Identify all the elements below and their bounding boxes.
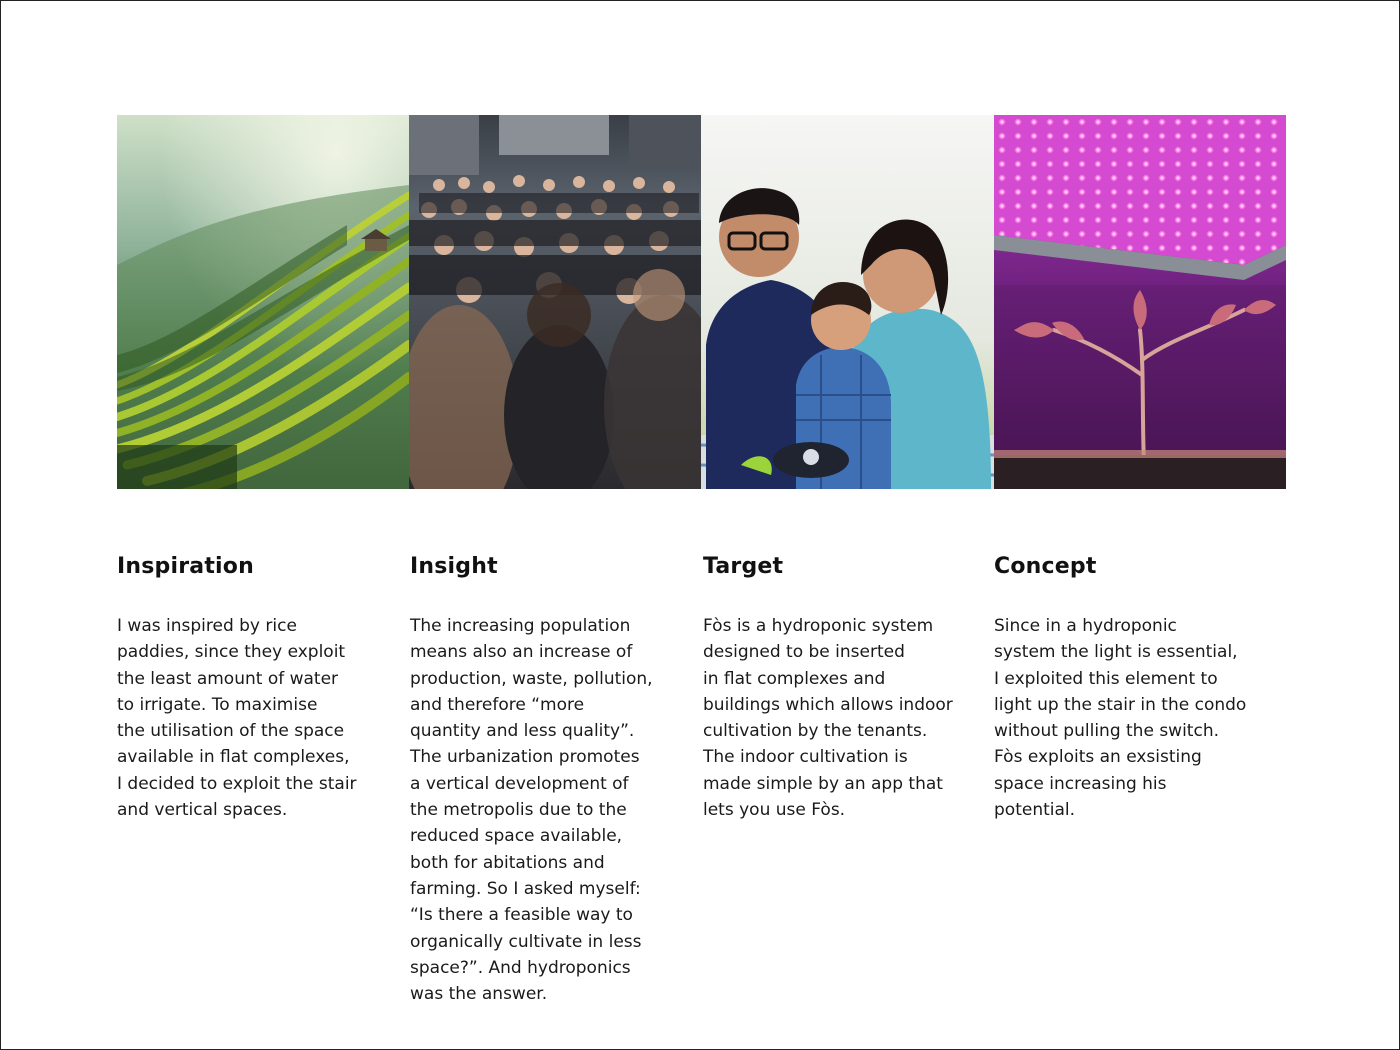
section-body xyxy=(703,613,978,823)
text-line: production, waste, pollution, xyxy=(410,668,653,689)
text-line: Fòs exploits an exsisting xyxy=(994,747,1202,768)
text-line: system the light is essential, xyxy=(994,642,1238,663)
city-crowd-photo xyxy=(409,115,701,489)
section-title: Concept xyxy=(994,554,1097,579)
text-line: I exploited this element to xyxy=(994,668,1218,689)
section-title: Target xyxy=(703,554,784,579)
text-line: means also an increase of xyxy=(410,642,633,663)
text-line: and therefore “more xyxy=(410,694,585,715)
text-line: the utilisation of the space xyxy=(117,721,345,742)
text-line: quantity and less quality”. xyxy=(410,721,635,742)
text-line: reduced space available, xyxy=(410,826,623,847)
section-body xyxy=(117,613,392,823)
text-line: organically cultivate in less xyxy=(410,931,642,952)
section-concept xyxy=(994,551,1269,823)
rice-terraces-photo xyxy=(117,115,409,489)
text-line: Fòs is a hydroponic system xyxy=(703,616,934,636)
section-body xyxy=(994,613,1269,823)
text-line: The increasing population xyxy=(410,616,631,636)
text-line: space increasing his xyxy=(994,773,1167,794)
text-line: farming. So I asked myself: xyxy=(410,878,641,899)
text-line: Since in a hydroponic xyxy=(994,616,1177,636)
text-line: to irrigate. To maximise xyxy=(117,694,318,715)
text-line: the least amount of water xyxy=(117,668,339,689)
text-line: The indoor cultivation is xyxy=(703,747,908,768)
text-line: light up the stair in the condo xyxy=(994,694,1247,715)
section-inspiration xyxy=(117,551,392,823)
section-title: Insight xyxy=(410,554,498,579)
text-line: potential. xyxy=(994,800,1076,821)
text-line: designed to be inserted xyxy=(703,642,905,663)
text-line: the metropolis due to the xyxy=(410,800,627,821)
text-line: lets you use Fòs. xyxy=(703,800,846,821)
text-line: The urbanization promotes xyxy=(410,747,640,768)
family-photo xyxy=(701,115,994,489)
text-line: cultivation by the tenants. xyxy=(703,721,928,742)
section-body xyxy=(410,613,685,1007)
text-line: available in flat complexes, xyxy=(117,747,350,768)
text-line: both for abitations and xyxy=(410,852,605,873)
text-line: buildings which allows indoor xyxy=(703,694,953,715)
section-target xyxy=(703,551,978,823)
text-line: was the answer. xyxy=(410,984,548,1005)
text-line: made simple by an app that xyxy=(703,773,943,794)
text-line: without pulling the switch. xyxy=(994,721,1219,742)
text-line: a vertical development of xyxy=(410,773,629,794)
section-insight xyxy=(410,551,685,1007)
text-line: space?”. And hydroponics xyxy=(410,957,631,978)
text-line: in flat complexes and xyxy=(703,668,886,689)
text-line: and vertical spaces. xyxy=(117,800,288,821)
section-title: Inspiration xyxy=(117,554,254,579)
text-line: “Is there a feasible way to xyxy=(410,905,633,926)
text-line: I decided to exploit the stair xyxy=(117,773,357,794)
grow-light-seedling-photo xyxy=(994,115,1286,489)
text-line: I was inspired by rice xyxy=(117,616,297,636)
text-line: paddies, since they exploit xyxy=(117,642,346,663)
